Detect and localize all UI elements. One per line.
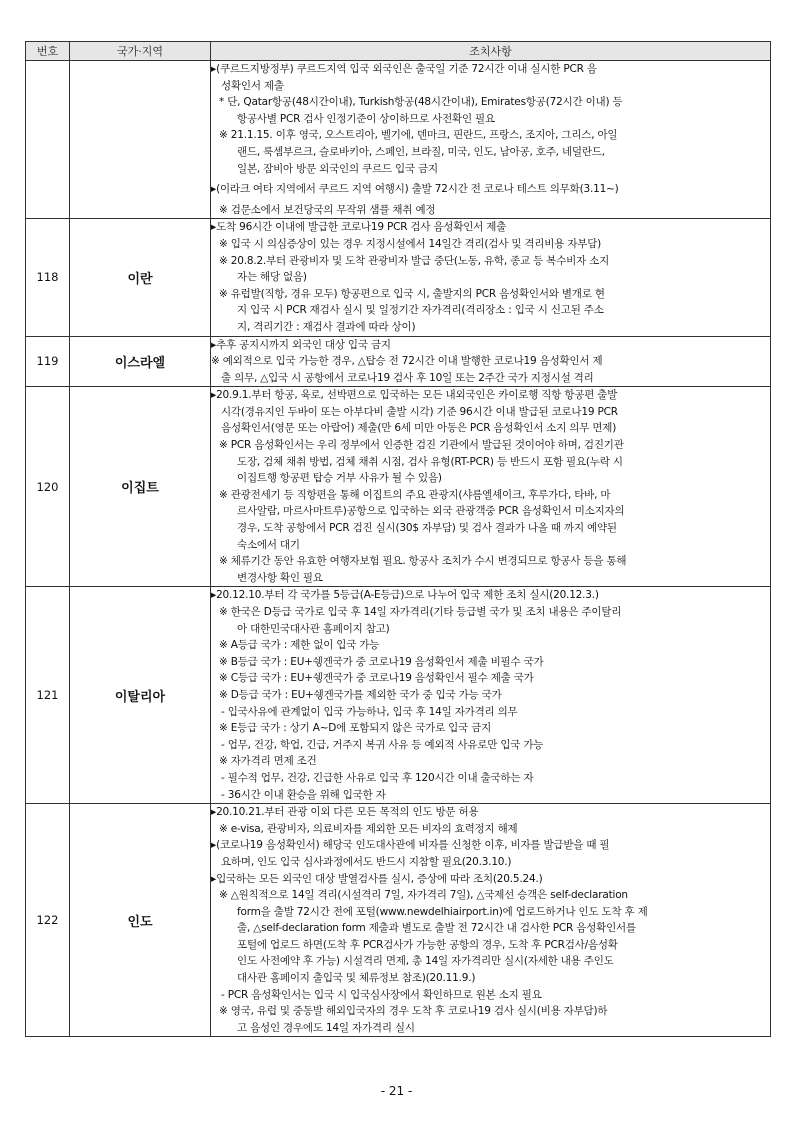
measure-line: ※ 관광전세기 등 직항편을 통해 이집트의 주요 관광지(샤름엘셰이크, 후루가다, 타바, 마 xyxy=(219,488,611,501)
measure-line: ※ B등급 국가 : EU+쉥겐국가 중 코로나19 음성확인서 제출 비필수 국가 xyxy=(219,655,544,668)
measure-line: 출, △self-declaration form 제출과 별도로 출발 전 72시간 내 검사한 PCR 음성확인서를 xyxy=(237,922,636,935)
table-header-row xyxy=(26,42,771,61)
measure-line: - 입국사유에 관계없이 입국 가능하나, 입국 후 14일 자가격리 의무 xyxy=(221,705,518,718)
header-country: 국가·지역 xyxy=(70,42,211,61)
measure-line: ※ 검문소에서 보건당국의 무작위 샘플 채취 예정 xyxy=(219,203,436,216)
country-name xyxy=(70,61,211,219)
row-number: 122 xyxy=(26,804,70,1037)
measure-line: 자는 해당 없음) xyxy=(237,271,307,284)
measure-line: 항공사별 PCR 검사 인정기준이 상이하므로 사전확인 필요 xyxy=(237,112,495,125)
measure-line: ※ 입국 시 의심증상이 있는 경우 지정시설에서 14일간 격리(검사 및 격리비용 자부담) xyxy=(219,237,602,250)
measure-line: ※ A등급 국가 : 제한 없이 입국 가능 xyxy=(219,639,380,652)
measure-line: ▸(코로나19 음성확인서) 해당국 인도대사관에 비자를 신청한 이후, 비자를 발급받을 때 필 xyxy=(211,839,610,852)
measure-line: 지 입국 시 PCR 재검사 실시 및 일정기간 자가격리(격리장소 : 입국 시 신고된 주소 xyxy=(237,304,604,317)
row-number: 118 xyxy=(26,219,70,336)
measure-line: 출 의무, △입국 시 공항에서 코로나19 검사 후 10일 또는 2주간 국가 지정시설 격리 xyxy=(221,371,594,384)
measure-line: 도장, 검체 채취 방법, 검체 채취 시점, 검사 유형(RT-PCR) 등 반드시 포함 필요(누락 시 xyxy=(237,455,623,468)
measure-line: 지, 격리기간 : 재검사 결과에 따라 상이) xyxy=(237,320,416,333)
country-name: 이탈리아 xyxy=(70,587,211,804)
country-name: 이집트 xyxy=(70,387,211,587)
measure-line: 포털에 업로드 하면(도착 후 PCR검사가 가능한 공항의 경우, 도착 후 PCR검사/음성확 xyxy=(237,938,618,951)
measure-line: ▸20.12.10.부터 각 국가를 5등급(A-E등급)으로 나누어 입국 제한 조치 실시(20.12.3.) xyxy=(211,589,599,602)
measure-line: ※ 21.1.15. 이후 영국, 오스트리아, 벨기에, 덴마크, 핀란드, 프랑스, 조지아, 그리스, 아일 xyxy=(219,129,618,142)
measure-line: ※ C등급 국가 : EU+쉥겐국가 중 코로나19 음성확인서 필수 제출 국가 xyxy=(219,672,534,685)
row-number: 120 xyxy=(26,387,70,587)
country-name: 인도 xyxy=(70,804,211,1037)
measure-line: ※ D등급 국가 : EU+쉥겐국가를 제외한 국가 중 입국 가능 국가 xyxy=(219,688,502,701)
measure-line: 르사알람, 마르사마트루)공항으로 입국하는 외국 관광객중 PCR 음성확인서 미소지자의 xyxy=(237,505,625,518)
measure-line: ▸추후 공지시까지 외국인 대상 입국 금지 xyxy=(211,338,391,351)
measure-line: 숙소에서 대기 xyxy=(237,538,300,551)
row-number: 121 xyxy=(26,587,70,804)
measure-line: 랜드, 룩셈부르크, 슬로바키아, 스페인, 브라질, 미국, 인도, 남아공, 호주, 네덜란드, xyxy=(237,145,605,158)
measure-line: ▸도착 96시간 이내에 발급한 코로나19 PCR 검사 음성확인서 제출 xyxy=(211,221,507,234)
measures-cell xyxy=(211,61,771,219)
measure-line: ※ 체류기간 동안 유효한 여행자보험 필요. 항공사 조치가 수시 변경되므로 항공사 등을 통해 xyxy=(219,555,627,568)
measure-line: ▸(이라크 여타 지역에서 쿠르드 지역 여행시) 출발 72시간 전 코로나 테스트 의무화(3.11~) xyxy=(211,183,619,196)
measure-line: ※ 한국은 D등급 국가로 입국 후 14일 자가격리(기타 등급별 국가 및 조치 내용은 주이탈리 xyxy=(219,606,622,618)
measure-line: ※ 20.8.2.부터 관광비자 및 도착 관광비자 발급 중단(노동, 유학, 종교 등 복수비자 소지 xyxy=(219,254,610,267)
measure-line: ※ PCR 음성확인서는 우리 정부에서 인증한 검진 기관에서 발급된 것이어야 하며, 검진기관 xyxy=(219,439,624,452)
measure-line: 이집트행 항공편 탑승 거부 사유가 될 수 있음) xyxy=(237,472,442,485)
header-measures: 조치사항 xyxy=(211,42,771,61)
measures-cell xyxy=(211,336,771,387)
measure-line: 고 음성인 경우에도 14일 자가격리 실시 xyxy=(237,1021,415,1034)
table-row xyxy=(26,387,771,587)
measure-line: ※ 자가격리 면제 조건 xyxy=(219,755,317,768)
table-row xyxy=(26,336,771,387)
measure-line: ▸20.10.21.부터 관광 이외 다른 모든 목적의 인도 방문 허용 xyxy=(211,806,479,819)
measure-line: ※ 유럽발(직항, 경유 모두) 항공편으로 입국 시, 출발지의 PCR 음성확인서와 별개로 현 xyxy=(219,287,605,300)
measure-line: 경우, 도착 공항에서 PCR 검진 실시(30$ 자부담) 및 검사 결과가 나올 때 까지 예약된 xyxy=(237,522,617,535)
measure-line: 대사관 홈페이지 출입국 및 체류정보 참조)(20.11.9.) xyxy=(237,972,476,985)
measure-line: ※ △원칙적으로 14일 격리(시설격리 7일, 자가격리 7일), △국제선 승객은 self-declaration xyxy=(219,889,628,902)
measure-line: 요하며, 인도 입국 심사과정에서도 반드시 지참할 필요(20.3.10.) xyxy=(221,855,512,868)
measure-line: ▸20.9.1.부터 항공, 육로, 선박편으로 입국하는 모든 내외국인은 카이로행 직항 항공편 출발 xyxy=(211,389,618,402)
table-row xyxy=(26,587,771,804)
measure-line: 일본, 잠비아 방문 외국인의 쿠르드 입국 금지 xyxy=(237,162,438,175)
measure-line: 인도 사전예약 후 가능) 시설격리 면제, 총 14일 자가격리만 실시(자세한 내용 주인도 xyxy=(237,955,614,968)
measure-line: 변경사항 확인 필요 xyxy=(237,571,323,584)
measure-line: form을 출발 72시간 전에 포털(www.newdelhiairport.in)에 업로드하거나 인도 도착 후 제 xyxy=(237,905,648,918)
measures-table xyxy=(25,41,771,1037)
measure-line: ▸(쿠르드지방정부) 쿠르드지역 입국 외국인은 출국일 기준 72시간 이내 실시한 PCR 음 xyxy=(211,63,597,75)
measures-cell xyxy=(211,387,771,587)
measure-line: - PCR 음성확인서는 입국 시 입국심사장에서 확인하므로 원본 소지 필요 xyxy=(221,988,542,1001)
measure-line: 시각(경유지인 두바이 또는 아부다비 출발 시각) 기준 96시간 이내 발급된 코로나19 PCR xyxy=(221,405,618,418)
measure-line: 아 대한민국대사관 홈페이지 참고) xyxy=(237,622,390,635)
measures-cell xyxy=(211,587,771,804)
measure-line: 성확인서 제출 xyxy=(221,79,284,92)
measure-line: ▸입국하는 모든 외국인 대상 발열검사를 실시, 증상에 따라 조치(20.5.24.) xyxy=(211,872,543,885)
country-name: 이란 xyxy=(70,219,211,336)
table-row xyxy=(26,804,771,1037)
measures-cell xyxy=(211,219,771,336)
measure-line: 음성확인서(영문 또는 아랍어) 제출(만 6세 미만 아동은 PCR 음성확인서 소지 의무 면제) xyxy=(221,422,617,435)
measure-line: ※ 영국, 유럽 및 중동발 해외입국자의 경우 도착 후 코로나19 검사 실시(비용 자부담)하 xyxy=(219,1005,608,1018)
header-number: 번호 xyxy=(26,42,70,61)
table-row xyxy=(26,61,771,219)
row-number: 119 xyxy=(26,336,70,387)
measures-cell xyxy=(211,804,771,1037)
table-row xyxy=(26,219,771,336)
measure-line: - 필수적 업무, 건강, 긴급한 사유로 입국 후 120시간 이내 출국하는 자 xyxy=(221,771,534,784)
row-number xyxy=(26,61,70,219)
measure-line: - 업무, 건강, 학업, 긴급, 거주지 복귀 사유 등 예외적 사유로만 입국 가능 xyxy=(221,738,544,751)
measure-line: * 단, Qatar항공(48시간이내), Turkish항공(48시간이내), Emirates항공(72시간 이내) 등 xyxy=(219,96,623,109)
measure-line: ※ e-visa, 관광비자, 의료비자를 제외한 모든 비자의 효력정지 해제 xyxy=(219,822,518,835)
measure-line: - 36시간 이내 환승을 위해 입국한 자 xyxy=(221,788,386,801)
measure-line: ※ 예외적으로 입국 가능한 경우, △탑승 전 72시간 이내 발행한 코로나19 음성확인서 제 xyxy=(211,355,603,368)
page-number: - 21 - xyxy=(380,1084,413,1098)
measure-line: ※ E등급 국가 : 상기 A~D에 포함되지 않은 국가로 입국 금지 xyxy=(219,722,492,735)
country-name: 이스라엘 xyxy=(70,336,211,387)
